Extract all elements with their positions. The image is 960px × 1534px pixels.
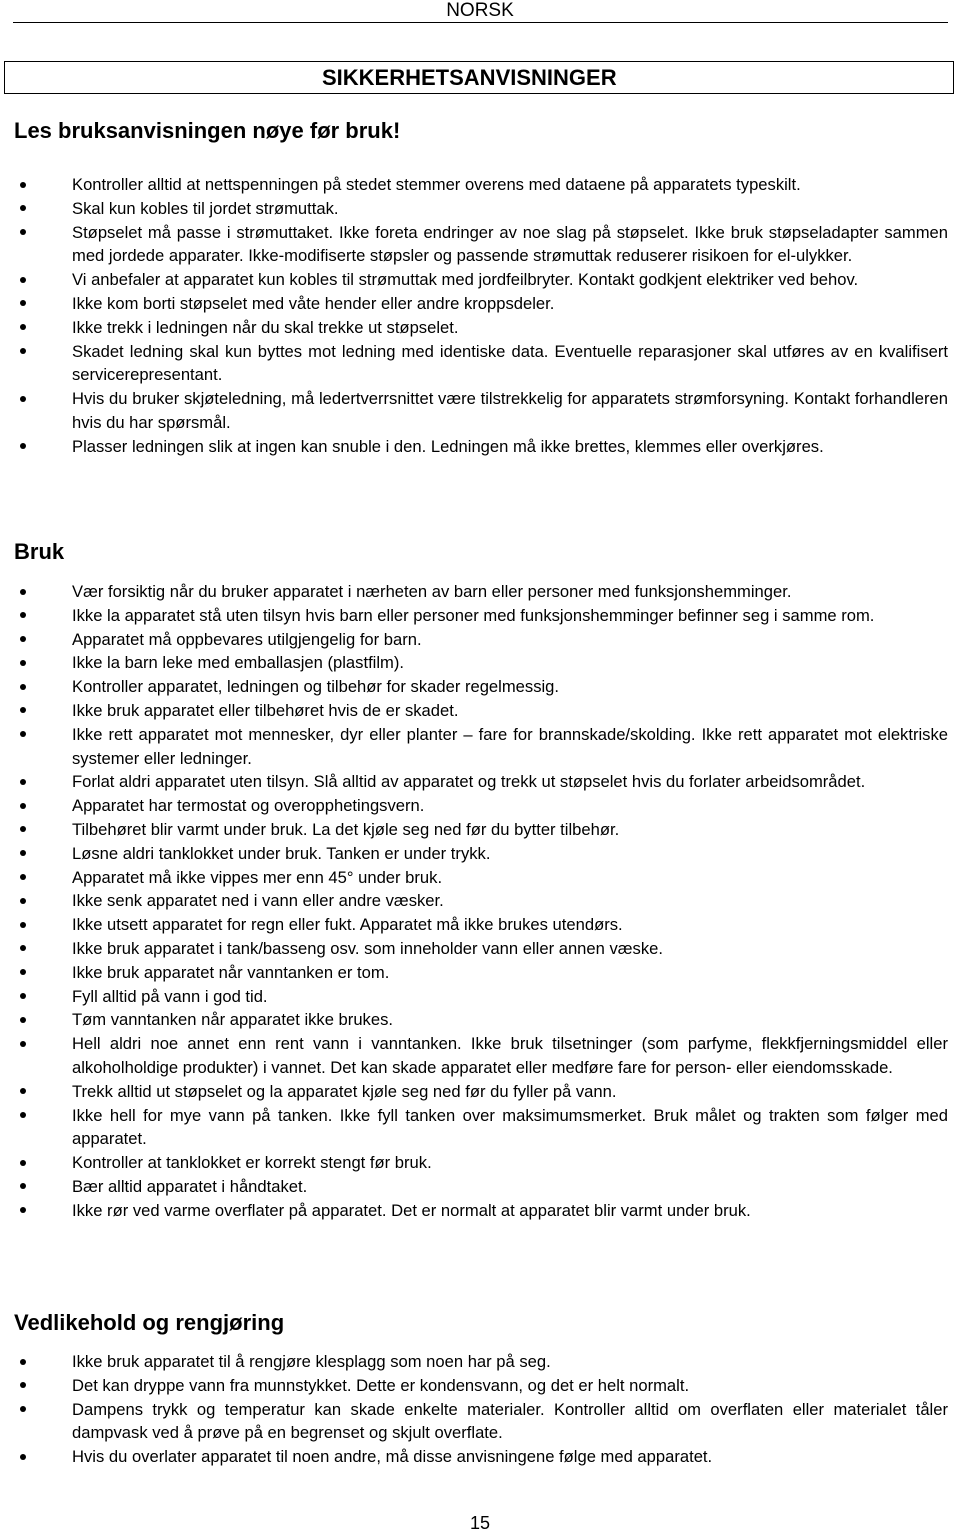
bullet-icon <box>20 1160 26 1166</box>
list-item <box>0 985 960 1009</box>
bullet-icon <box>20 874 26 880</box>
header-language: NORSK <box>446 0 514 21</box>
list-item <box>0 913 960 937</box>
list-item-text: Ikke bruk apparatet eller tilbehøret hvis de er skadet. <box>72 700 459 720</box>
list-item-text: Ikke utsett apparatet for regn eller fukt. Apparatet må ikke brukes utendørs. <box>72 915 623 935</box>
bullet-icon <box>20 636 26 642</box>
list-item <box>0 316 960 340</box>
list-item <box>0 1080 960 1104</box>
list-item-text: Ikke rett apparatet mot mennesker, dyr eller planter – fare for brannskade/skolding. Ikke rett apparatet mot elektriske systemer eller ledninger. <box>72 724 948 768</box>
intro-heading: Les bruksanvisningen nøye før bruk! <box>14 118 401 143</box>
header-divider <box>13 22 948 23</box>
list-item <box>0 292 960 316</box>
bullet-icon <box>20 300 26 306</box>
list-item-text: Plasser ledningen slik at ingen kan snuble i den. Ledningen må ikke brettes, klemmes eller overkjøres. <box>72 436 824 456</box>
list-item <box>0 1008 960 1032</box>
bullet-icon <box>20 1207 26 1213</box>
list-item-text: Det kan dryppe vann fra munnstykket. Dette er kondensvann, og det er helt normalt. <box>72 1375 690 1395</box>
list-item <box>0 651 960 675</box>
list-item <box>0 1199 960 1223</box>
bullet-icon <box>20 324 26 330</box>
list-item-text: Vi anbefaler at apparatet kun kobles til strømuttak med jordfeilbryter. Kontakt godkjent elektriker ved behov. <box>72 270 859 290</box>
list-item <box>0 675 960 699</box>
list-item <box>0 1445 960 1469</box>
list-item-text: Tilbehøret blir varmt under bruk. La det kjøle seg ned før du bytter tilbehør. <box>72 819 620 839</box>
bullet-icon <box>20 348 26 354</box>
bullet-icon <box>20 612 26 618</box>
list-item <box>0 268 960 292</box>
bullet-icon <box>20 850 26 856</box>
list-item-text: Hell aldri noe annet enn rent vann i vanntanken. Ikke bruk tilsetninger (som parfyme, flekkfjerningsmiddel eller alkoholholdige produkter) i vannet. Det kan skade apparatet eller medføre fare for person- eller eiendomsskade. <box>72 1034 948 1077</box>
page-number: 15 <box>469 1513 491 1533</box>
bullet-icon <box>20 277 26 283</box>
list-item-text: Ikke bruk apparatet når vanntanken er tom. <box>72 962 390 982</box>
bullet-icon <box>20 803 26 809</box>
bullet-icon <box>20 1183 26 1189</box>
bullet-icon <box>20 779 26 785</box>
list-item-text: Dampens trykk og temperatur kan skade enkelte materialer. Kontroller alltid om overflaten eller materialet tåler dampvask ved å prøve på en begrenset og skjult overflate. <box>72 1399 948 1443</box>
bullet-icon <box>20 660 26 666</box>
maintenance-list <box>0 1350 960 1469</box>
list-item-text: Fyll alltid på vann i god tid. <box>72 986 268 1006</box>
list-item-text: Trekk alltid ut støpselet og la apparatet kjøle seg ned før du fyller på vann. <box>72 1081 617 1101</box>
page-title: SIKKERHETSANVISNINGER <box>322 65 617 90</box>
list-item <box>0 937 960 961</box>
list-item-text: Ikke la apparatet stå uten tilsyn hvis barn eller personer med funksjonshemminger befinner seg i samme rom. <box>72 605 875 625</box>
bullet-icon <box>20 205 26 211</box>
bullet-icon <box>20 945 26 951</box>
bullet-icon <box>20 826 26 832</box>
list-item-text: Ikke bruk apparatet i tank/basseng osv. som inneholder vann eller annen væske. <box>72 938 663 958</box>
list-item <box>0 580 960 604</box>
bullet-icon <box>20 1017 26 1023</box>
safety-list <box>0 173 960 459</box>
bullet-icon <box>20 396 26 402</box>
bullet-icon <box>20 1041 26 1047</box>
list-item-text: Ikke bruk apparatet til å rengjøre klesplagg som noen har på seg. <box>72 1352 551 1371</box>
list-item-text: Skal kun kobles til jordet strømuttak. <box>72 198 339 218</box>
bullet-icon <box>20 182 26 188</box>
bullet-icon <box>20 1359 26 1365</box>
list-item <box>0 197 960 221</box>
list-item-text: Bær alltid apparatet i håndtaket. <box>72 1176 308 1196</box>
list-item-text: Ikke rør ved varme overflater på apparatet. Det er normalt at apparatet blir varmt under bruk. <box>72 1200 751 1220</box>
list-item-text: Kontroller apparatet, ledningen og tilbehør for skader regelmessig. <box>72 677 560 697</box>
list-item-text: Vær forsiktig når du bruker apparatet i nærheten av barn eller personer med funksjonshemminger. <box>72 582 792 601</box>
list-item-text: Forlat aldri apparatet uten tilsyn. Slå alltid av apparatet og trekk ut støpselet hvis du forlater arbeidsområdet. <box>72 772 866 792</box>
list-item <box>0 794 960 818</box>
list-item <box>0 961 960 985</box>
list-item-text: Hvis du overlater apparatet til noen andre, må disse anvisningene følge med apparatet. <box>72 1447 713 1467</box>
bullet-icon <box>20 229 26 235</box>
bullet-icon <box>20 922 26 928</box>
bullet-icon <box>20 1382 26 1388</box>
list-item <box>0 818 960 842</box>
bullet-icon <box>20 898 26 904</box>
bullet-icon <box>20 707 26 713</box>
list-item-text: Ikke kom borti støpselet med våte hender eller andre kroppsdeler. <box>72 293 555 313</box>
list-item-text: Ikke la barn leke med emballasjen (plastfilm). <box>72 653 405 673</box>
list-item <box>0 1175 960 1199</box>
list-item-text: Apparatet har termostat og overopphetingsvern. <box>72 796 425 816</box>
bullet-icon <box>20 1454 26 1460</box>
list-item <box>0 221 960 269</box>
list-item <box>0 866 960 890</box>
list-item <box>0 699 960 723</box>
list-item <box>0 842 960 866</box>
list-item <box>0 1151 960 1175</box>
list-item-text: Hvis du bruker skjøteledning, må ledertverrsnittet være tilstrekkelig for apparatets strømforsyning. Kontakt forhandleren hvis du har spørsmål. <box>72 389 948 432</box>
list-item <box>0 889 960 913</box>
list-item-text: Ikke trekk i ledningen når du skal trekke ut støpselet. <box>72 317 459 337</box>
bullet-icon <box>20 684 26 690</box>
usage-list <box>0 580 960 1223</box>
maintenance-heading: Vedlikehold og rengjøring <box>14 1310 285 1335</box>
list-item-text: Støpselet må passe i strømuttaket. Ikke foreta endringer av noe slag på støpselet. Ikke bruk støpseladapter sammen med jordede apparater. Ikke-modifiserte støpsler og passende strømuttak reduserer risikoen for el-ulykker. <box>72 222 948 266</box>
bullet-icon <box>20 1112 26 1118</box>
list-item-text: Apparatet må ikke vippes mer enn 45° under bruk. <box>72 867 443 887</box>
list-item <box>0 770 960 794</box>
list-item <box>0 628 960 652</box>
list-item <box>0 1032 960 1080</box>
list-item <box>0 1350 960 1374</box>
list-item <box>0 1104 960 1152</box>
list-item-text: Kontroller alltid at nettspenningen på stedet stemmer overens med dataene på apparatets typeskilt. <box>72 175 801 194</box>
list-item <box>0 723 960 771</box>
bullet-icon <box>20 1406 26 1412</box>
list-item <box>0 173 960 197</box>
list-item-text: Løsne aldri tanklokket under bruk. Tanken er under trykk. <box>72 843 491 863</box>
bullet-icon <box>20 589 26 595</box>
list-item-text: Ikke hell for mye vann på tanken. Ikke fyll tanken over maksimumsmerket. Bruk målet og trakten som følger med apparatet. <box>72 1105 948 1149</box>
bullet-icon <box>20 731 26 737</box>
list-item <box>0 1398 960 1446</box>
list-item-text: Kontroller at tanklokket er korrekt stengt før bruk. <box>72 1153 432 1173</box>
list-item-text: Ikke senk apparatet ned i vann eller andre væsker. <box>72 891 444 911</box>
list-item <box>0 435 960 459</box>
bullet-icon <box>20 443 26 449</box>
list-item <box>0 1374 960 1398</box>
usage-heading: Bruk <box>14 539 65 564</box>
list-item-text: Apparatet må oppbevares utilgjengelig for barn. <box>72 629 422 649</box>
list-item-text: Skadet ledning skal kun byttes mot ledning med identiske data. Eventuelle reparasjoner skal utføres av en kvalifisert servicerepresentant. <box>72 341 948 385</box>
bullet-icon <box>20 1088 26 1094</box>
list-item <box>0 387 960 435</box>
list-item <box>0 340 960 388</box>
bullet-icon <box>20 969 26 975</box>
list-item <box>0 604 960 628</box>
bullet-icon <box>20 993 26 999</box>
list-item-text: Tøm vanntanken når apparatet ikke brukes. <box>72 1010 393 1030</box>
